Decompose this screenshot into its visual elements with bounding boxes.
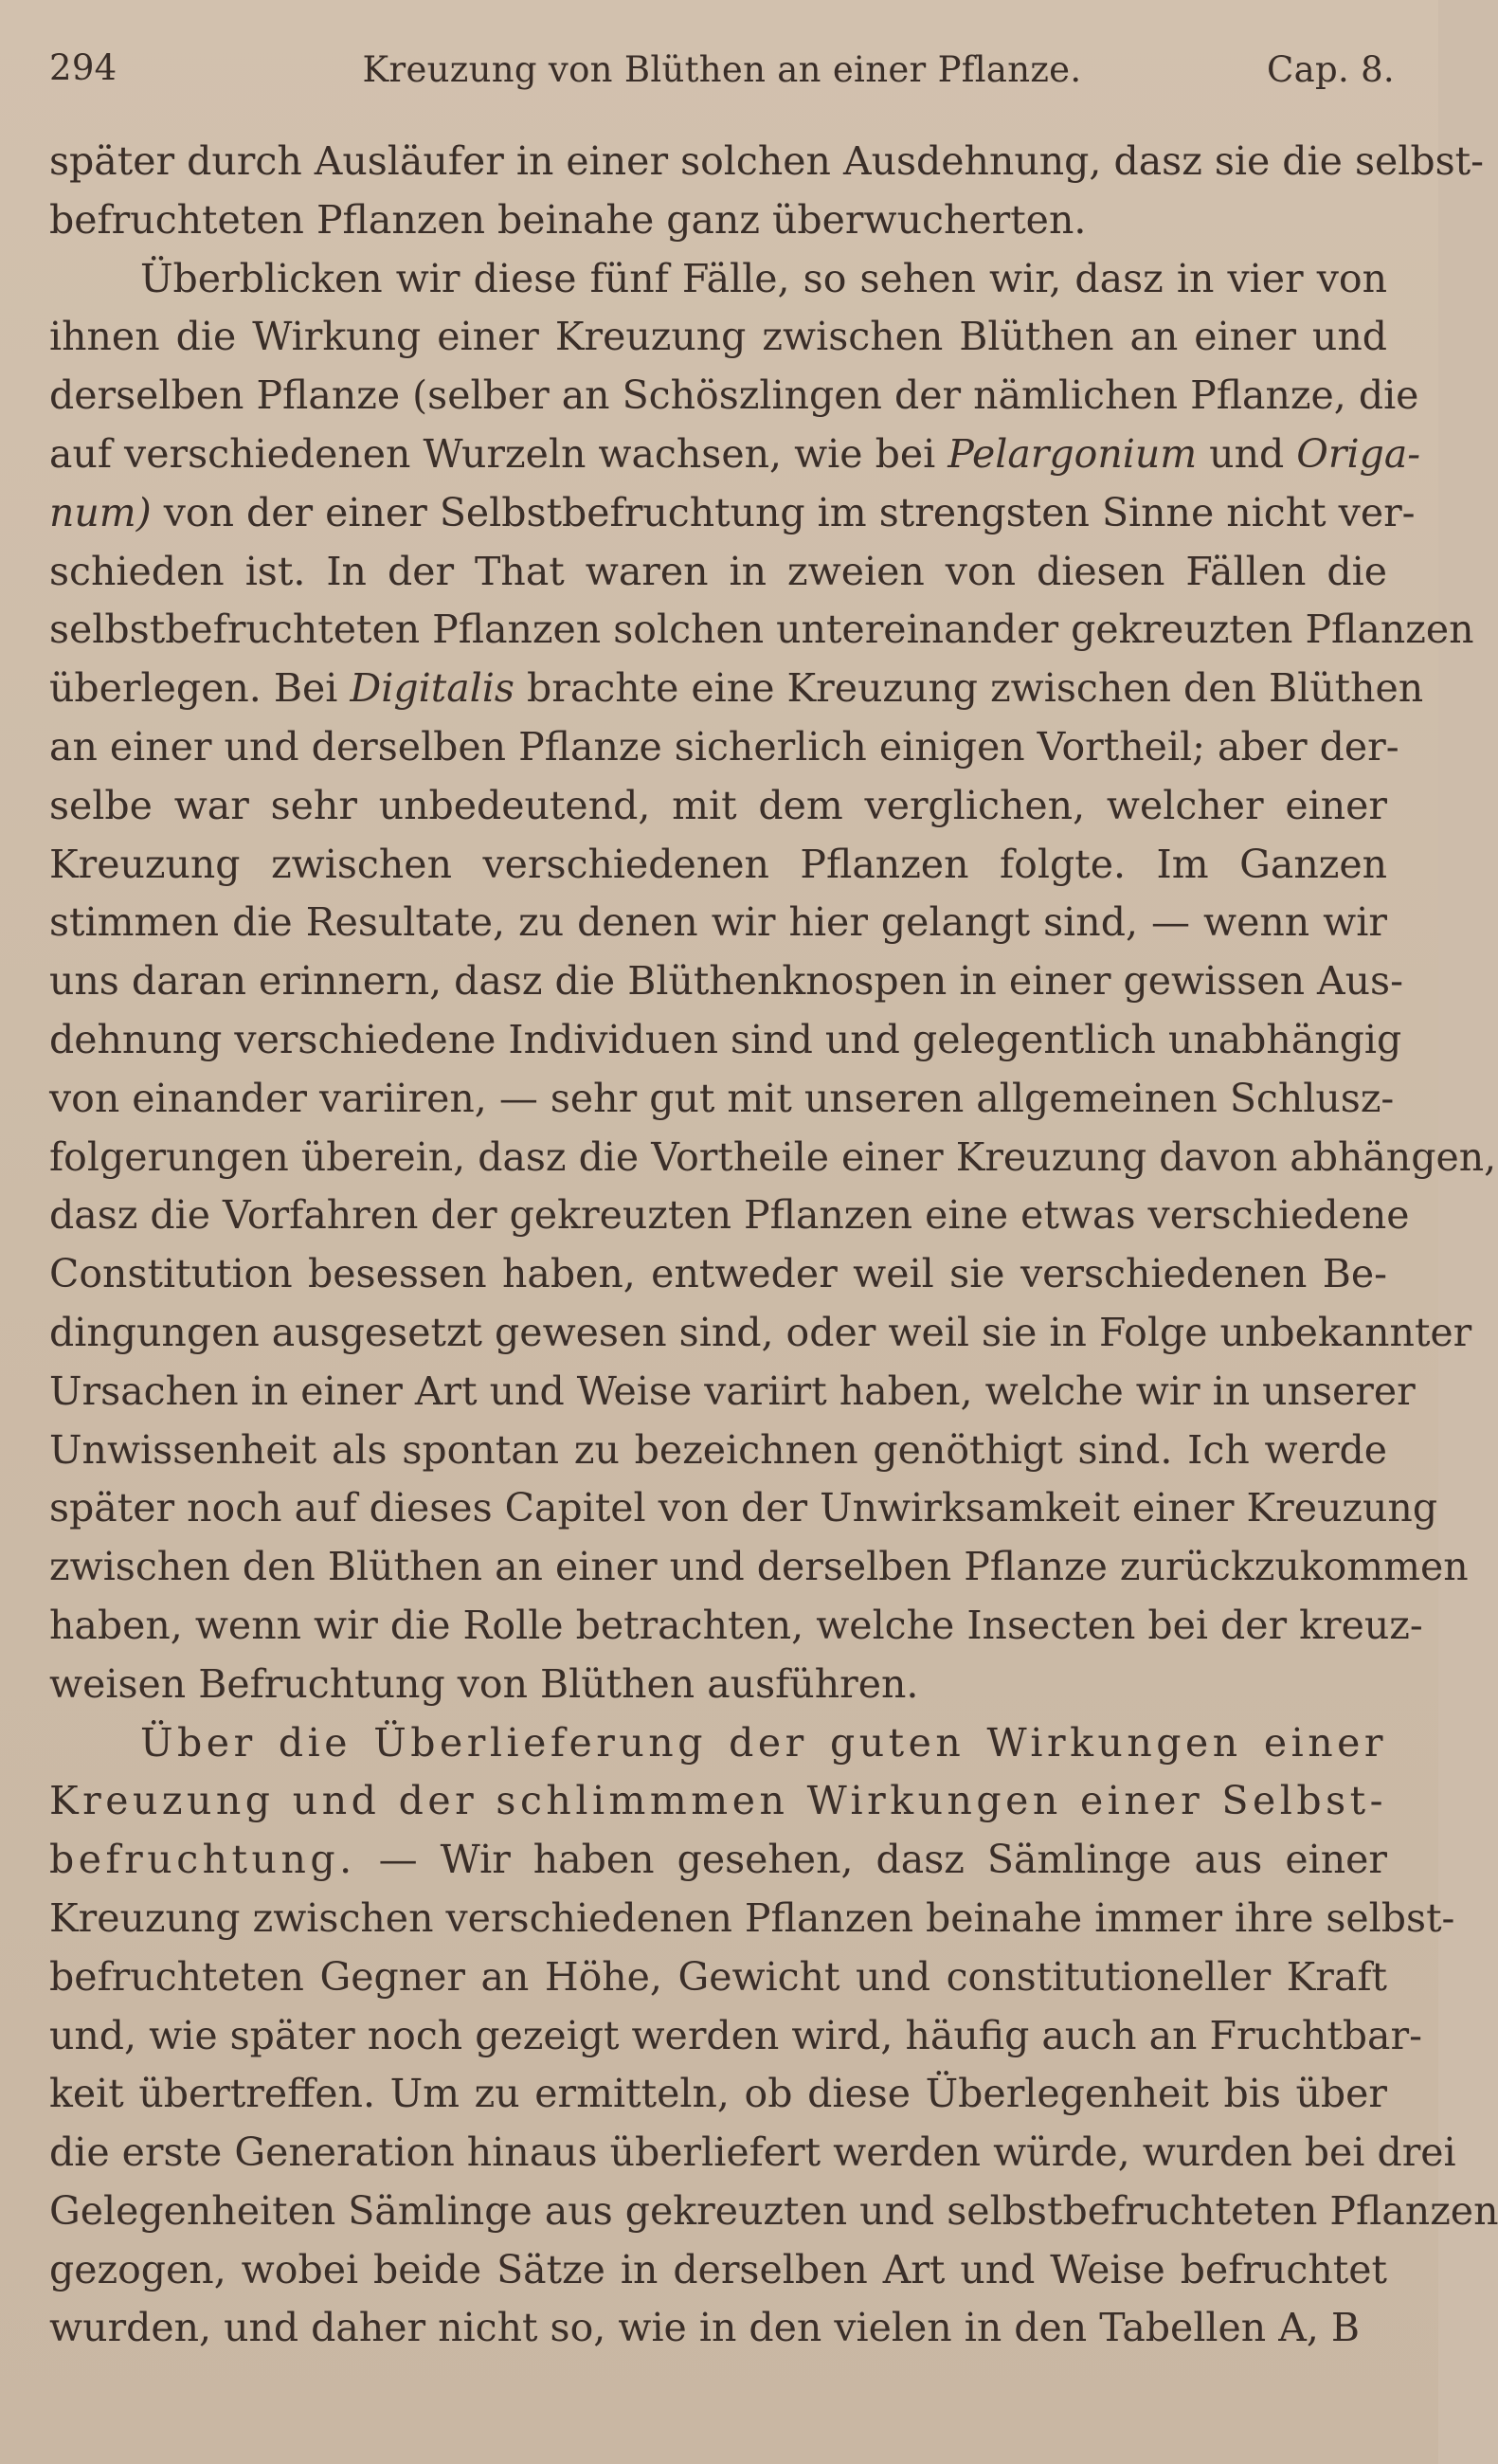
text-line — [49, 1304, 1472, 1363]
text-line — [49, 2007, 1422, 2066]
page-number: 294 — [49, 47, 117, 88]
text-run: ihnen die Wirkung einer Kreuzung zwischen Blüthen an einer und — [49, 314, 1387, 360]
text-line — [49, 2183, 1498, 2241]
text-run: keit übertreffen. Um zu ermitteln, ob diese Überlegenheit bis über — [49, 2071, 1387, 2117]
italic-term: Origa- — [1296, 430, 1421, 477]
text-run: — Wir haben gesehen, dasz Sämlinge aus einer — [355, 1837, 1387, 1883]
text-line — [49, 660, 1424, 718]
text-run: auf verschiedenen Wurzeln wachsen, wie bei — [49, 430, 948, 477]
text-line — [49, 367, 1419, 426]
text-run: die erste Generation hinaus überliefert werden würde, wurden bei drei — [49, 2129, 1456, 2176]
text-run: später durch Ausläufer in einer solchen Ausdehnung, dasz sie die selbst- — [49, 138, 1484, 184]
text-line — [49, 2124, 1456, 2183]
text-line — [49, 1890, 1455, 1948]
text-run: befruchteten Pflanzen beinahe ganz überwucherten. — [49, 196, 1087, 243]
text-line — [49, 1831, 1387, 1890]
text-line — [49, 718, 1399, 777]
text-line — [49, 484, 1416, 543]
text-run: und — [1197, 430, 1297, 477]
text-line — [49, 1245, 1387, 1304]
text-line — [49, 543, 1387, 602]
text-run: gezogen, wobei beide Sätze in derselben Art und Weise befruchtet — [49, 2246, 1387, 2292]
text-run: Überblicken wir diese fünf Fälle, so sehen wir, dasz in vier von — [140, 255, 1387, 301]
text-line — [49, 1948, 1387, 2007]
text-run: brachte eine Kreuzung zwischen den Blüthen — [514, 665, 1424, 712]
text-run: wurden, und daher nicht so, wie in den vielen in den Tabellen A, B — [49, 2305, 1361, 2351]
text-run: Kreuzung und der schlimmmen Wirkungen einer Selbst- — [49, 1778, 1387, 1824]
text-line — [49, 1597, 1423, 1656]
text-line — [49, 1479, 1438, 1538]
text-line — [49, 191, 1387, 250]
text-run: später noch auf dieses Capitel von der Unwirksamkeit einer Kreuzung — [49, 1485, 1438, 1531]
text-line — [49, 894, 1387, 952]
text-line — [49, 250, 1387, 309]
chapter-label: Cap. 8. — [1267, 49, 1395, 90]
text-run: derselben Pflanze (selber an Schöszlingen der nämlichen Pflanze, die — [49, 372, 1419, 419]
text-line — [49, 1070, 1395, 1129]
text-run: Kreuzung zwischen verschiedenen Pflanzen beinahe immer ihre selbst- — [49, 1894, 1455, 1941]
text-line — [49, 1772, 1387, 1831]
text-line — [49, 2241, 1387, 2300]
italic-term: Pelargonium — [948, 430, 1198, 477]
text-run: Kreuzung zwischen verschiedenen Pflanzen folgte. Im Ganzen — [49, 841, 1387, 887]
page-header — [49, 40, 1395, 97]
text-line — [49, 133, 1484, 191]
text-run: selbe war sehr unbedeutend, mit dem verglichen, welcher einer — [49, 782, 1387, 828]
italic-term: Digitalis — [350, 665, 514, 712]
text-run: weisen Befruchtung von Blüthen ausführen. — [49, 1660, 919, 1707]
text-line — [49, 777, 1387, 836]
text-run: zwischen den Blüthen an einer und derselben Pflanze zurückzukommen — [49, 1544, 1469, 1590]
text-run: überlegen. Bei — [49, 665, 351, 712]
text-run: stimmen die Resultate, zu denen wir hier gelangt sind, — wenn wir — [49, 899, 1387, 946]
running-title: Kreuzung von Blüthen an einer Pflanze. — [362, 49, 1082, 90]
text-run: folgerungen überein, dasz die Vortheile einer Kreuzung davon abhängen, — [49, 1133, 1497, 1180]
text-line — [49, 1714, 1387, 1773]
body-text — [49, 133, 1498, 2358]
text-line — [49, 308, 1387, 367]
text-run: und, wie später noch gezeigt werden wird, häufig auch an Fruchtbar- — [49, 2012, 1422, 2058]
text-line — [49, 2065, 1387, 2124]
text-run: selbstbefruchteten Pflanzen solchen untereinander gekreuzten Pflanzen — [49, 607, 1474, 653]
text-run: dingungen ausgesetzt gewesen sind, oder weil sie in Folge unbekannter — [49, 1309, 1472, 1355]
text-run: von der einer Selbstbefruchtung im strengsten Sinne nicht ver- — [151, 489, 1416, 535]
italic-term: num) — [49, 489, 152, 535]
text-line — [49, 1187, 1410, 1245]
text-line — [49, 1363, 1416, 1422]
text-line — [49, 1011, 1402, 1070]
text-run: befruchteten Gegner an Höhe, Gewicht und constitutioneller Kraft — [49, 1953, 1387, 2000]
text-line — [49, 836, 1387, 895]
text-run: Unwissenheit als spontan zu bezeichnen genöthigt sind. Ich werde — [49, 1426, 1387, 1473]
text-line — [49, 601, 1474, 660]
text-line — [49, 1422, 1387, 1480]
text-run: Über die Überlieferung der guten Wirkungen einer — [140, 1719, 1387, 1766]
text-run: dasz die Vorfahren der gekreuzten Pflanzen eine etwas verschiedene — [49, 1192, 1410, 1239]
text-run: Constitution besessen haben, entweder weil sie verschiedenen Be- — [49, 1251, 1387, 1297]
text-run: dehnung verschiedene Individuen sind und gelegentlich unabhängig — [49, 1016, 1402, 1062]
text-run: haben, wenn wir die Rolle betrachten, welche Insecten bei der kreuz- — [49, 1602, 1423, 1648]
text-run: Ursachen in einer Art und Weise variirt haben, welche wir in unserer — [49, 1368, 1416, 1414]
text-run: von einander variiren, — sehr gut mit unseren allgemeinen Schlusz- — [49, 1075, 1395, 1121]
text-run: schieden ist. In der That waren in zweien von diesen Fällen die — [49, 548, 1387, 594]
text-line — [49, 1656, 1387, 1714]
text-run: Gelegenheiten Sämlinge aus gekreuzten und selbstbefruchteten Pflanzen — [49, 2187, 1498, 2234]
text-line — [49, 2299, 1387, 2358]
text-run: uns daran erinnern, dasz die Blüthenknospen in einer gewissen Aus- — [49, 958, 1403, 1005]
text-line — [49, 426, 1421, 484]
text-line — [49, 1129, 1497, 1187]
text-run: an einer und derselben Pflanze sicherlich einigen Vortheil; aber der- — [49, 723, 1399, 770]
text-line — [49, 952, 1403, 1011]
text-line — [49, 1538, 1469, 1597]
text-run: befruchtung. — [49, 1837, 356, 1883]
